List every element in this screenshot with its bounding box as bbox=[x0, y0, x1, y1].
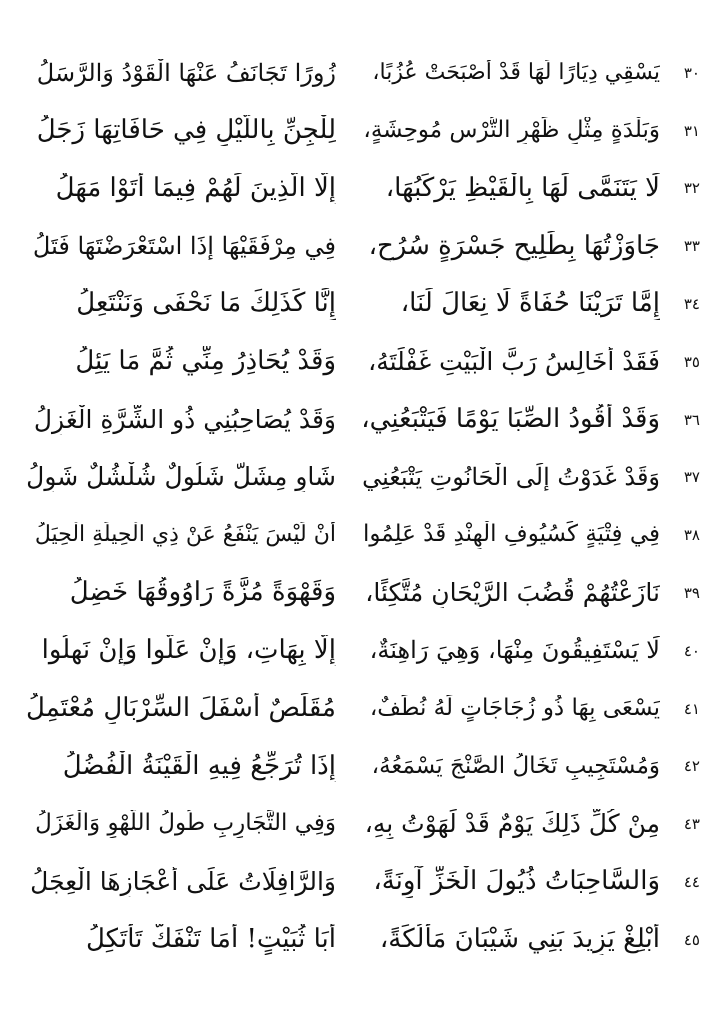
verse-row bbox=[28, 217, 702, 275]
verse-row bbox=[28, 853, 702, 911]
verse-number: ٤٢ bbox=[683, 757, 700, 776]
first-hemistich: أَبْلِغْ يَزِيدَ بَنِي شَيْبَانَ مَأْلُكَةً، bbox=[379, 924, 660, 955]
second-hemistich: أَبَا ثُبَيْتٍ! أَمَا تَنْفَكُّ تَأْتَكِلُ bbox=[85, 924, 336, 955]
second-hemistich: وَقَدْ يُحَاذِرُ مِنِّي ثُمَّ مَا يَئِلُ bbox=[75, 346, 336, 377]
first-hemistich: فَقَدْ أُخَالِسُ رَبَّ الْبَيْتِ غَفْلَتَهُ، bbox=[368, 346, 660, 376]
verse-row bbox=[28, 911, 702, 969]
second-hemistich: زُورًا تَجَانَفُ عَنْهَا الْقَوْدُ وَالرَّسَلُ bbox=[36, 58, 336, 87]
first-hemistich: نَازَعْتُهُمْ قُضُبَ الرَّيْحَانِ مُتَّكِئًا، bbox=[365, 578, 660, 608]
verse-number: ٤٥ bbox=[683, 930, 700, 949]
first-hemistich: جَاوَزْتُهَا بِطَلِيحٍ جَسْرَةٍ سُرُحٍ، bbox=[368, 230, 660, 261]
second-hemistich: لِلْجِنِّ بِاللَّيْلِ فِي حَافَاتِهَا زَجَلُ bbox=[36, 115, 336, 146]
verse-number: ٤٣ bbox=[683, 815, 700, 834]
verse-row bbox=[28, 738, 702, 796]
verse-number: ٣٢ bbox=[683, 179, 700, 198]
verse-number: ٣١ bbox=[683, 121, 700, 140]
verse-row bbox=[28, 275, 702, 333]
verse-list bbox=[28, 44, 702, 969]
verse-number: ٣٣ bbox=[683, 237, 700, 256]
first-hemistich: فِي فِتْيَةٍ كَسُيُوفِ الْهِنْدِ قَدْ عَلِمُوا bbox=[362, 521, 660, 548]
first-hemistich: يَسْقِي دِيَارًا لَهَا قَدْ أَصْبَحَتْ عُزُبًا، bbox=[372, 59, 660, 85]
second-hemistich: وَقَدْ يُصَاحِبُنِي ذُو الشِّرَّةِ الْغَزِلُ bbox=[33, 404, 336, 434]
verse-row bbox=[28, 506, 702, 564]
first-hemistich: إِمَّا تَرَيْنَا حُفَاةً لَا نِعَالَ لَنَا، bbox=[400, 288, 660, 319]
second-hemistich: أَنْ لَيْسَ يَنْفَعُ عَنْ ذِي الْحِيلَةِ الْحِيَلُ bbox=[34, 522, 336, 548]
verse-row bbox=[28, 44, 702, 102]
first-hemistich: لَا يَسْتَفِيقُونَ مِنْهَا، وَهِيَ رَاهِنَةٌ، bbox=[369, 636, 660, 665]
first-hemistich: مِنْ كُلِّ ذَلِكَ يَوْمٌ قَدْ لَهَوْتُ بِهِ، bbox=[364, 809, 660, 839]
second-hemistich: مُقَلِّصٌ أَسْفَلَ السِّرْبَالِ مُعْتَمِلُ bbox=[26, 693, 336, 724]
second-hemistich: وَقَهْوَةً مُزَّةً رَاوُوقُهَا خَضِلُ bbox=[69, 577, 336, 608]
second-hemistich: إِنَّا كَذَلِكَ مَا نَحْفَى وَنَنْتَعِلُ bbox=[76, 288, 336, 319]
second-hemistich: وَالرَّافِلَاتُ عَلَى أَعْجَازِهَا الْعِجَلُ bbox=[30, 867, 336, 897]
verse-number: ٣٥ bbox=[683, 352, 700, 371]
first-hemistich: وَقَدْ غَدَوْتُ إِلَى الْحَانُوتِ يَتْبَعُنِي bbox=[362, 463, 660, 492]
first-hemistich: يَسْعَى بِهَا ذُو زُجَاجَاتٍ لَهُ نُطَفٌ، bbox=[369, 694, 660, 721]
verse-row bbox=[28, 102, 702, 160]
verse-row bbox=[28, 680, 702, 738]
first-hemistich: وَمُسْتَجِيبٍ تَخَالُ الصَّنْجَ يَسْمَعُهُ، bbox=[371, 752, 660, 779]
second-hemistich: إِذَا تُرَجِّعُ فِيهِ الْقَيْنَةُ الْفُضُلُ bbox=[62, 750, 336, 781]
verse-number: ٣٨ bbox=[683, 526, 700, 545]
verse-number: ٤١ bbox=[683, 699, 700, 718]
first-hemistich: وَقَدْ أَقُودُ الصِّبَا يَوْمًا فَيَتْبَعُنِي، bbox=[361, 404, 660, 435]
first-hemistich: وَبَلْدَةٍ مِثْلِ ظَهْرِ التُّرْسِ مُوحِشَةٍ، bbox=[363, 116, 660, 143]
verse-row bbox=[28, 391, 702, 449]
verse-number: ٤٤ bbox=[683, 873, 700, 892]
verse-number: ٣٦ bbox=[683, 410, 700, 429]
verse-row bbox=[28, 564, 702, 622]
second-hemistich: شَاوٍ مِشَلٌّ شَلُولٌ شُلْشُلٌ شَوِلُ bbox=[26, 462, 336, 492]
verse-row bbox=[28, 795, 702, 853]
verse-number: ٣٤ bbox=[683, 295, 700, 314]
verse-row bbox=[28, 449, 702, 507]
verse-number: ٣٧ bbox=[683, 468, 700, 487]
verse-row bbox=[28, 333, 702, 391]
first-hemistich: وَالسَّاحِبَاتُ ذُيُولَ الْخَزِّ آوِنَةً، bbox=[373, 866, 660, 897]
verse-row bbox=[28, 160, 702, 218]
verse-number: ٤٠ bbox=[683, 641, 700, 660]
second-hemistich: إِلَّا الَّذِينَ لَهُمْ فِيمَا أَتَوْا مَهَلُ bbox=[55, 172, 336, 203]
verse-number: ٣٩ bbox=[683, 584, 700, 603]
second-hemistich: وَفِي التَّجَارِبِ طُولُ اللَّهْوِ وَالْغَزَلُ bbox=[35, 810, 336, 837]
verse-number: ٣٠ bbox=[683, 63, 700, 82]
verse-row bbox=[28, 622, 702, 680]
second-hemistich: إِلَّا بِهَاتِ، وَإِنْ عَلُّوا وَإِنْ نَهِلُوا bbox=[41, 635, 336, 666]
second-hemistich: فِي مِرْفَقَيْهَا إِذَا اسْتَعْرَضْتَهَا فَتَلُ bbox=[32, 231, 336, 260]
first-hemistich: لَا يَتَنَمَّى لَهَا بِالْقَيْظِ يَرْكَبُهَا، bbox=[385, 172, 660, 203]
